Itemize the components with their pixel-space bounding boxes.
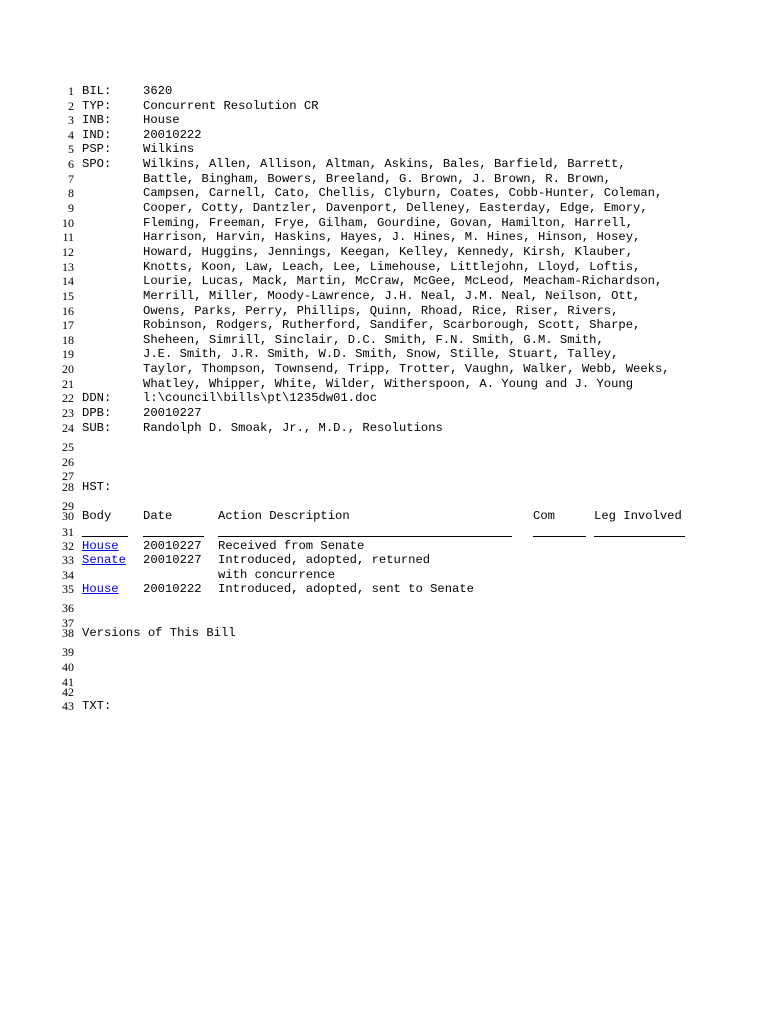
field-value-typ: Concurrent Resolution CR xyxy=(143,99,319,113)
line-number: 2 xyxy=(68,99,74,113)
sponsor-line: Knotts, Koon, Law, Leach, Lee, Limehouse, Littlejohn, Lloyd, Loftis, xyxy=(143,260,641,274)
field-value-dpb: 20010227 xyxy=(143,406,202,420)
column-divider xyxy=(533,536,586,537)
column-divider xyxy=(594,536,685,537)
column-divider xyxy=(82,536,128,537)
sponsor-line: Taylor, Thompson, Townsend, Tripp, Trotter, Vaughn, Walker, Webb, Weeks, xyxy=(143,362,670,376)
line-number: 39 xyxy=(62,645,74,659)
line-number: 17 xyxy=(62,318,74,332)
line-number: 19 xyxy=(62,347,74,361)
sponsor-line: Whatley, Whipper, White, Wilder, Witherspoon, A. Young and J. Young xyxy=(143,377,634,391)
line-number: 9 xyxy=(68,201,74,215)
history-action: Received from Senate xyxy=(218,539,365,553)
sponsor-line: Robinson, Rodgers, Rutherford, Sandifer, Scarborough, Scott, Sharpe, xyxy=(143,318,641,332)
history-action: Introduced, adopted, sent to Senate xyxy=(218,582,474,596)
line-number: 13 xyxy=(62,260,74,274)
line-number: 18 xyxy=(62,333,74,347)
line-number: 7 xyxy=(68,172,74,186)
history-label: HST: xyxy=(82,480,112,494)
sponsor-line: Harrison, Harvin, Haskins, Hayes, J. Hines, M. Hines, Hinson, Hosey, xyxy=(143,230,641,244)
field-value-psp: Wilkins xyxy=(143,142,195,156)
header-body: Body xyxy=(82,509,112,523)
line-number: 26 xyxy=(62,455,74,469)
line-number: 41 xyxy=(62,675,74,689)
line-number: 30 xyxy=(62,509,74,523)
header-com: Com xyxy=(533,509,555,523)
line-number: 21 xyxy=(62,377,74,391)
line-number: 33 xyxy=(62,553,74,567)
line-number: 24 xyxy=(62,421,74,435)
line-number: 11 xyxy=(62,230,74,244)
line-number: 15 xyxy=(62,289,74,303)
line-number: 5 xyxy=(68,142,74,156)
versions-heading: Versions of This Bill xyxy=(82,626,236,640)
line-number: 23 xyxy=(62,406,74,420)
body-link-house[interactable]: House xyxy=(82,539,119,553)
field-value-ddn: l:\council\bills\pt\1235dw01.doc xyxy=(143,391,378,405)
body-link-house[interactable]: House xyxy=(82,582,119,596)
line-number: 20 xyxy=(62,362,74,376)
field-label-dpb: DPB: xyxy=(82,406,112,420)
txt-label: TXT: xyxy=(82,699,112,713)
history-action-continued: with concurrence xyxy=(218,568,336,582)
field-value-inb: House xyxy=(143,113,180,127)
sponsor-line: J.E. Smith, J.R. Smith, W.D. Smith, Snow, Stille, Stuart, Talley, xyxy=(143,347,619,361)
field-value-bil: 3620 xyxy=(143,84,173,98)
header-leg: Leg Involved xyxy=(594,509,682,523)
line-number: 22 xyxy=(62,391,74,405)
field-label-ddn: DDN: xyxy=(82,391,112,405)
line-number: 29 xyxy=(62,499,74,513)
history-action: Introduced, adopted, returned xyxy=(218,553,431,567)
line-number: 42 xyxy=(62,685,74,699)
line-number: 40 xyxy=(62,660,74,674)
line-number: 1 xyxy=(68,84,74,98)
line-number: 37 xyxy=(62,616,74,630)
sponsor-line: Lourie, Lucas, Mack, Martin, McCraw, McGee, McLeod, Meacham-Richardson, xyxy=(143,274,663,288)
line-number: 16 xyxy=(62,304,74,318)
line-number: 43 xyxy=(62,699,74,713)
sponsor-line: Fleming, Freeman, Frye, Gilham, Gourdine, Govan, Hamilton, Harrell, xyxy=(143,216,634,230)
line-number: 36 xyxy=(62,601,74,615)
column-divider xyxy=(143,536,204,537)
header-action: Action Description xyxy=(218,509,350,523)
field-label-spo: SPO: xyxy=(82,157,112,171)
line-number: 32 xyxy=(62,539,74,553)
sponsor-line: Sheheen, Simrill, Sinclair, D.C. Smith, F.N. Smith, G.M. Smith, xyxy=(143,333,604,347)
line-number: 38 xyxy=(62,626,74,640)
field-label-typ: TYP: xyxy=(82,99,112,113)
header-date: Date xyxy=(143,509,173,523)
line-number: 31 xyxy=(62,525,74,539)
line-number: 3 xyxy=(68,113,74,127)
line-number: 25 xyxy=(62,440,74,454)
sponsor-line: Battle, Bingham, Bowers, Breeland, G. Brown, J. Brown, R. Brown, xyxy=(143,172,612,186)
line-number: 28 xyxy=(62,480,74,494)
sponsor-line: Campsen, Carnell, Cato, Chellis, Clyburn, Coates, Cobb-Hunter, Coleman, xyxy=(143,186,663,200)
history-date: 20010227 xyxy=(143,553,202,567)
column-divider xyxy=(218,536,512,537)
field-label-ind: IND: xyxy=(82,128,112,142)
sponsor-line: Wilkins, Allen, Allison, Altman, Askins, Bales, Barfield, Barrett, xyxy=(143,157,626,171)
sponsor-line: Merrill, Miller, Moody-Lawrence, J.H. Neal, J.M. Neal, Neilson, Ott, xyxy=(143,289,641,303)
field-value-ind: 20010222 xyxy=(143,128,202,142)
field-value-sub: Randolph D. Smoak, Jr., M.D., Resolutions xyxy=(143,421,443,435)
line-number: 34 xyxy=(62,568,74,582)
sponsor-line: Owens, Parks, Perry, Phillips, Quinn, Rhoad, Rice, Riser, Rivers, xyxy=(143,304,619,318)
line-number: 14 xyxy=(62,274,74,288)
line-number: 10 xyxy=(62,216,74,230)
sponsor-line: Howard, Huggins, Jennings, Keegan, Kelley, Kennedy, Kirsh, Klauber, xyxy=(143,245,634,259)
line-number: 6 xyxy=(68,157,74,171)
line-number: 8 xyxy=(68,186,74,200)
line-number: 4 xyxy=(68,128,74,142)
line-number: 27 xyxy=(62,469,74,483)
field-label-bil: BIL: xyxy=(82,84,112,98)
line-number: 12 xyxy=(62,245,74,259)
body-link-senate[interactable]: Senate xyxy=(82,553,126,567)
history-date: 20010222 xyxy=(143,582,202,596)
field-label-psp: PSP: xyxy=(82,142,112,156)
field-label-inb: INB: xyxy=(82,113,112,127)
history-date: 20010227 xyxy=(143,539,202,553)
line-number: 35 xyxy=(62,582,74,596)
sponsor-line: Cooper, Cotty, Dantzler, Davenport, Delleney, Easterday, Edge, Emory, xyxy=(143,201,648,215)
field-label-sub: SUB: xyxy=(82,421,112,435)
